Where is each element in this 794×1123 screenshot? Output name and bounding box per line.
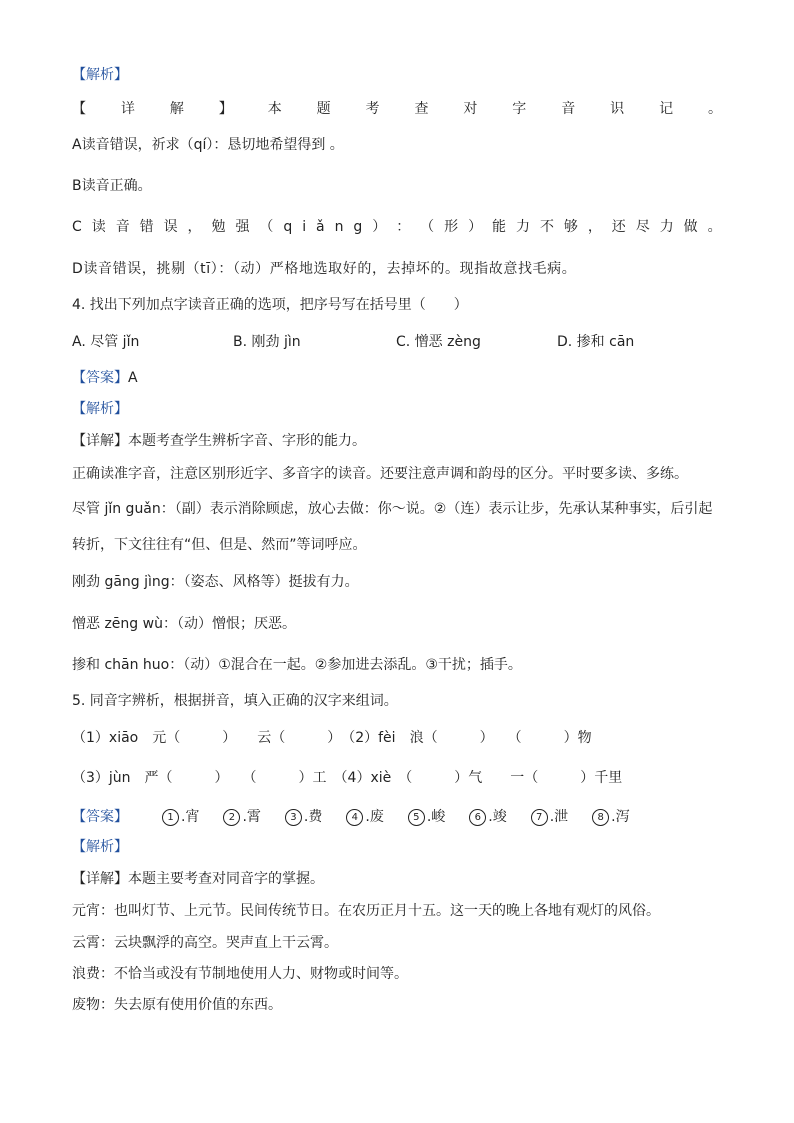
- char: 】: [218, 101, 233, 117]
- char: 解: [169, 101, 184, 117]
- circled-number: 7: [531, 809, 548, 826]
- char: ：: [396, 219, 411, 235]
- char: （: [420, 219, 435, 235]
- char: ǎ: [316, 219, 325, 235]
- char: 勉: [211, 219, 226, 235]
- answer-word: 泻: [615, 809, 630, 825]
- circled-number: 4: [346, 809, 363, 826]
- char: 对: [463, 101, 478, 117]
- detail-line-2: [72, 432, 722, 450]
- paragraph-3: 刚劲 gāng jìng：（姿态、风格等）挺拔有力。: [72, 574, 359, 590]
- detail-line-spaced: [72, 100, 722, 118]
- char: 题: [316, 101, 331, 117]
- analysis-heading-2: 【解析】: [72, 401, 128, 417]
- answer-word: 霄: [246, 809, 261, 825]
- detail-text-3: 本题主要考查对同音字的掌握。: [128, 871, 324, 887]
- char: 记: [659, 101, 674, 117]
- char: （: [259, 219, 274, 235]
- answer-5-items: [162, 808, 654, 826]
- answer-word: 废: [369, 809, 384, 825]
- answer-5-line: [72, 808, 654, 826]
- char: 识: [610, 101, 625, 117]
- char: 考: [365, 101, 380, 117]
- answer-5-item: [223, 808, 260, 826]
- circled-number: 8: [592, 809, 609, 826]
- char: 音: [561, 101, 576, 117]
- separator-dot: .: [242, 809, 247, 825]
- paragraph-5: 掺和 chān huo：（动）①混合在一起。②参加进去添乱。③干扰；插手。: [72, 657, 522, 673]
- char: 查: [414, 101, 429, 117]
- char: g: [353, 219, 363, 235]
- separator-dot: .: [611, 809, 616, 825]
- separator-dot: .: [549, 809, 555, 825]
- option-c-explanation: [72, 218, 722, 236]
- separator-dot: .: [488, 809, 493, 825]
- char: 。: [707, 219, 722, 235]
- detail-text: 本题考查学生辨析字音、字形的能力。: [128, 433, 366, 449]
- separator-dot: .: [426, 809, 432, 825]
- option-a-explanation: A读音错误，祈求（qí）：恳切地希望得到 。: [72, 137, 344, 153]
- word-explanation-1: 元宵：也叫灯节、上元节。民间传统节日。在农历正月十五。这一天的晚上各地有观灯的风俗。: [72, 903, 660, 919]
- separator-dot: .: [181, 809, 186, 825]
- char: 。: [707, 101, 722, 117]
- char: 能: [492, 219, 507, 235]
- char: 够: [563, 219, 578, 235]
- option-d-explanation: D读音错误，挑剔（tī）：（动）严格地选取好的，去掉坏的。现指故意找毛病。: [72, 261, 577, 277]
- char: 详: [120, 101, 135, 117]
- char: 力: [659, 219, 674, 235]
- word-explanation-4: 废物：失去原有使用价值的东西。: [72, 997, 282, 1013]
- answer-4-line: [72, 369, 722, 387]
- answer-5-item: [346, 808, 383, 826]
- char: 力: [515, 219, 530, 235]
- answer-5-item: [162, 808, 199, 826]
- answer-5-item: [469, 808, 506, 826]
- answer-word: 峻: [431, 809, 446, 825]
- char: 还: [611, 219, 626, 235]
- char: 本: [267, 101, 282, 117]
- answer-5-item: [285, 808, 322, 826]
- paragraph-1: 正确读准字音，注意区别形近字、多音字的读音。还要注意声调和韵母的区分。平时要多读、多练。: [72, 466, 688, 482]
- char: q: [283, 219, 293, 235]
- char: 误: [163, 219, 178, 235]
- word-explanation-3: 浪费：不恰当或没有节制地使用人力、财物或时间等。: [72, 966, 408, 982]
- char: 不: [539, 219, 554, 235]
- char: ，: [187, 219, 202, 235]
- answer-5-label: 【答案】: [72, 809, 128, 825]
- detail-line-3: [72, 870, 722, 888]
- answer-word: 竣: [492, 809, 507, 825]
- answer-word: 泄: [554, 809, 569, 825]
- circled-number: 6: [469, 809, 486, 826]
- paragraph-2b: 转折，下文往往有“但、但是、然而”等词呼应。: [72, 537, 367, 553]
- answer-5-item: [592, 808, 629, 826]
- answer-4-value: A: [128, 370, 138, 386]
- q4-option-c: C. 憎恶 zèng: [396, 334, 481, 350]
- q5-line-2: （3）jùn 严（ ） （ ）工 （4）xiè （ ）气 一（ ）千里: [72, 770, 623, 786]
- q4-option-b: B. 刚劲 jìn: [233, 334, 301, 350]
- answer-5-item: [531, 808, 568, 826]
- char: ，: [587, 219, 602, 235]
- option-b-explanation: B读音正确。: [72, 178, 152, 194]
- q5-line-1: （1）xiāo 元（ ） 云（ ） （2）fèi 浪（ ） （ ）物: [72, 730, 592, 746]
- char: 尽: [635, 219, 650, 235]
- analysis-heading: 【解析】: [72, 67, 128, 83]
- separator-dot: .: [365, 809, 370, 825]
- separator-dot: .: [303, 809, 309, 825]
- question-4: 4. 找出下列加点字读音正确的选项，把序号写在括号里（ ）: [72, 297, 468, 313]
- char: i: [302, 219, 307, 235]
- circled-number: 1: [162, 809, 179, 826]
- char: 【: [72, 101, 86, 117]
- analysis-heading-3: 【解析】: [72, 839, 128, 855]
- circled-number: 3: [285, 809, 302, 826]
- paragraph-4: 憎恶 zēng wù：（动）憎恨；厌恶。: [72, 616, 296, 632]
- char: 字: [512, 101, 527, 117]
- word-explanation-2: 云霄：云块飘浮的高空。哭声直上干云霄。: [72, 935, 338, 951]
- char: C: [72, 219, 82, 235]
- char: 读: [91, 219, 106, 235]
- question-5: 5. 同音字辨析，根据拼音，填入正确的汉字来组词。: [72, 693, 398, 709]
- char: 形: [444, 219, 459, 235]
- detail-label-3: 【详解】: [72, 871, 128, 887]
- circled-number: 5: [408, 809, 425, 826]
- answer-5-item: [408, 808, 445, 826]
- char: 错: [139, 219, 154, 235]
- detail-label: 【详解】: [72, 433, 128, 449]
- answer-word: 宵: [185, 809, 200, 825]
- q4-option-a: A. 尽管 jǐn: [72, 334, 140, 350]
- char: n: [334, 219, 344, 235]
- circled-number: 2: [223, 809, 240, 826]
- q4-option-d: D. 掺和 cān: [557, 334, 635, 350]
- answer-word: 费: [308, 809, 323, 825]
- char: 音: [115, 219, 130, 235]
- char: ）: [468, 219, 483, 235]
- char: ）: [372, 219, 387, 235]
- paragraph-2a: 尽管 jǐn guǎn：（副）表示消除顾虑，放心去做：你～说。②（连）表示让步，先承认某种事实，后引起: [72, 501, 713, 517]
- char: 强: [235, 219, 250, 235]
- answer-label: 【答案】: [72, 370, 128, 386]
- char: 做: [683, 219, 698, 235]
